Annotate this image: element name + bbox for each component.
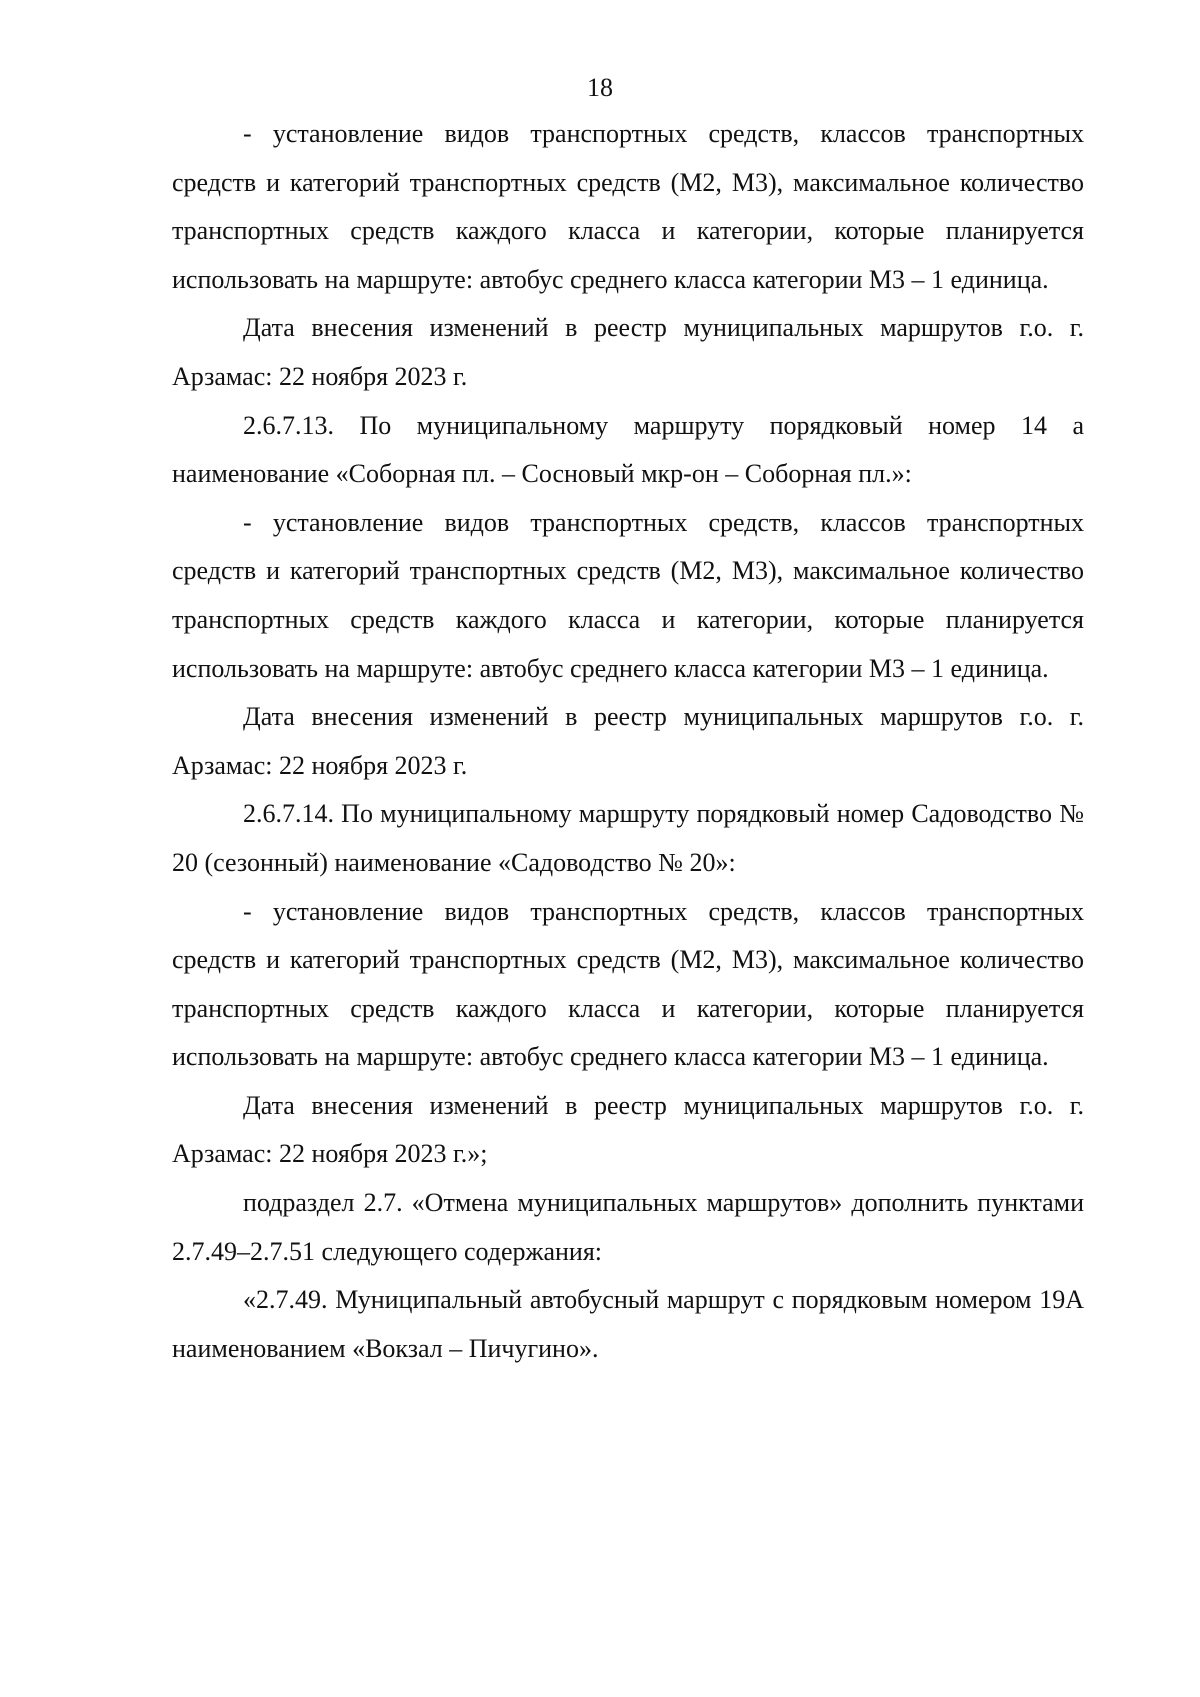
page-number: 18 bbox=[587, 73, 613, 102]
paragraph-route-2-6-7-14: 2.6.7.14. По муниципальному маршруту порядковый номер Садоводство № 20 (сезонный) наименование «Садоводство № 20»: bbox=[172, 799, 1084, 877]
paragraph-registry-date-3: Дата внесения изменений в реестр муниципальных маршрутов г.о. г. Арзамас: 22 ноября 2023 г.»; bbox=[172, 1090, 1084, 1169]
paragraph-registry-date-2: Дата внесения изменений в реестр муниципальных маршрутов г.о. г. Арзамас: 22 ноября 2023 г. bbox=[172, 702, 1084, 780]
paragraph-route-2-6-7-13: 2.6.7.13. По муниципальному маршруту порядковый номер 14 а наименование «Соборная пл. – Сосновый мкр-он – Соборная пл.»: bbox=[172, 410, 1084, 489]
paragraph-registry-date-1: Дата внесения изменений в реестр муниципальных маршрутов г.о. г. Арзамас: 22 ноября 2023 г. bbox=[172, 313, 1084, 391]
paragraph-vehicle-types-1: - установление видов транспортных средств, классов транспортных средств и категорий транспортных средств (М2, М3), максимальное количество транспортных средств каждого класса и категории, которые планируется использовать на маршруте: автобус среднего класса категории М3 – 1 единица. bbox=[172, 119, 1084, 294]
paragraph-route-2-7-49: «2.7.49. Муниципальный автобусный маршрут с порядковым номером 19А наименованием «Вокзал – Пичугино». bbox=[172, 1285, 1084, 1363]
paragraph-vehicle-types-2: - установление видов транспортных средств, классов транспортных средств и категорий транспортных средств (М2, М3), максимальное количество транспортных средств каждого класса и категории, которые планируется использовать на маршруте: автобус среднего класса категории М3 – 1 единица. bbox=[172, 507, 1084, 683]
document-body bbox=[172, 110, 1084, 1373]
paragraph-vehicle-types-3: - установление видов транспортных средств, классов транспортных средств и категорий транспортных средств (М2, М3), максимальное количество транспортных средств каждого класса и категории, которые планируется использовать на маршруте: автобус среднего класса категории М3 – 1 единица. bbox=[172, 896, 1084, 1072]
paragraph-subsection-2-7: подраздел 2.7. «Отмена муниципальных маршрутов» дополнить пунктами 2.7.49–2.7.51 следующего содержания: bbox=[172, 1188, 1084, 1266]
